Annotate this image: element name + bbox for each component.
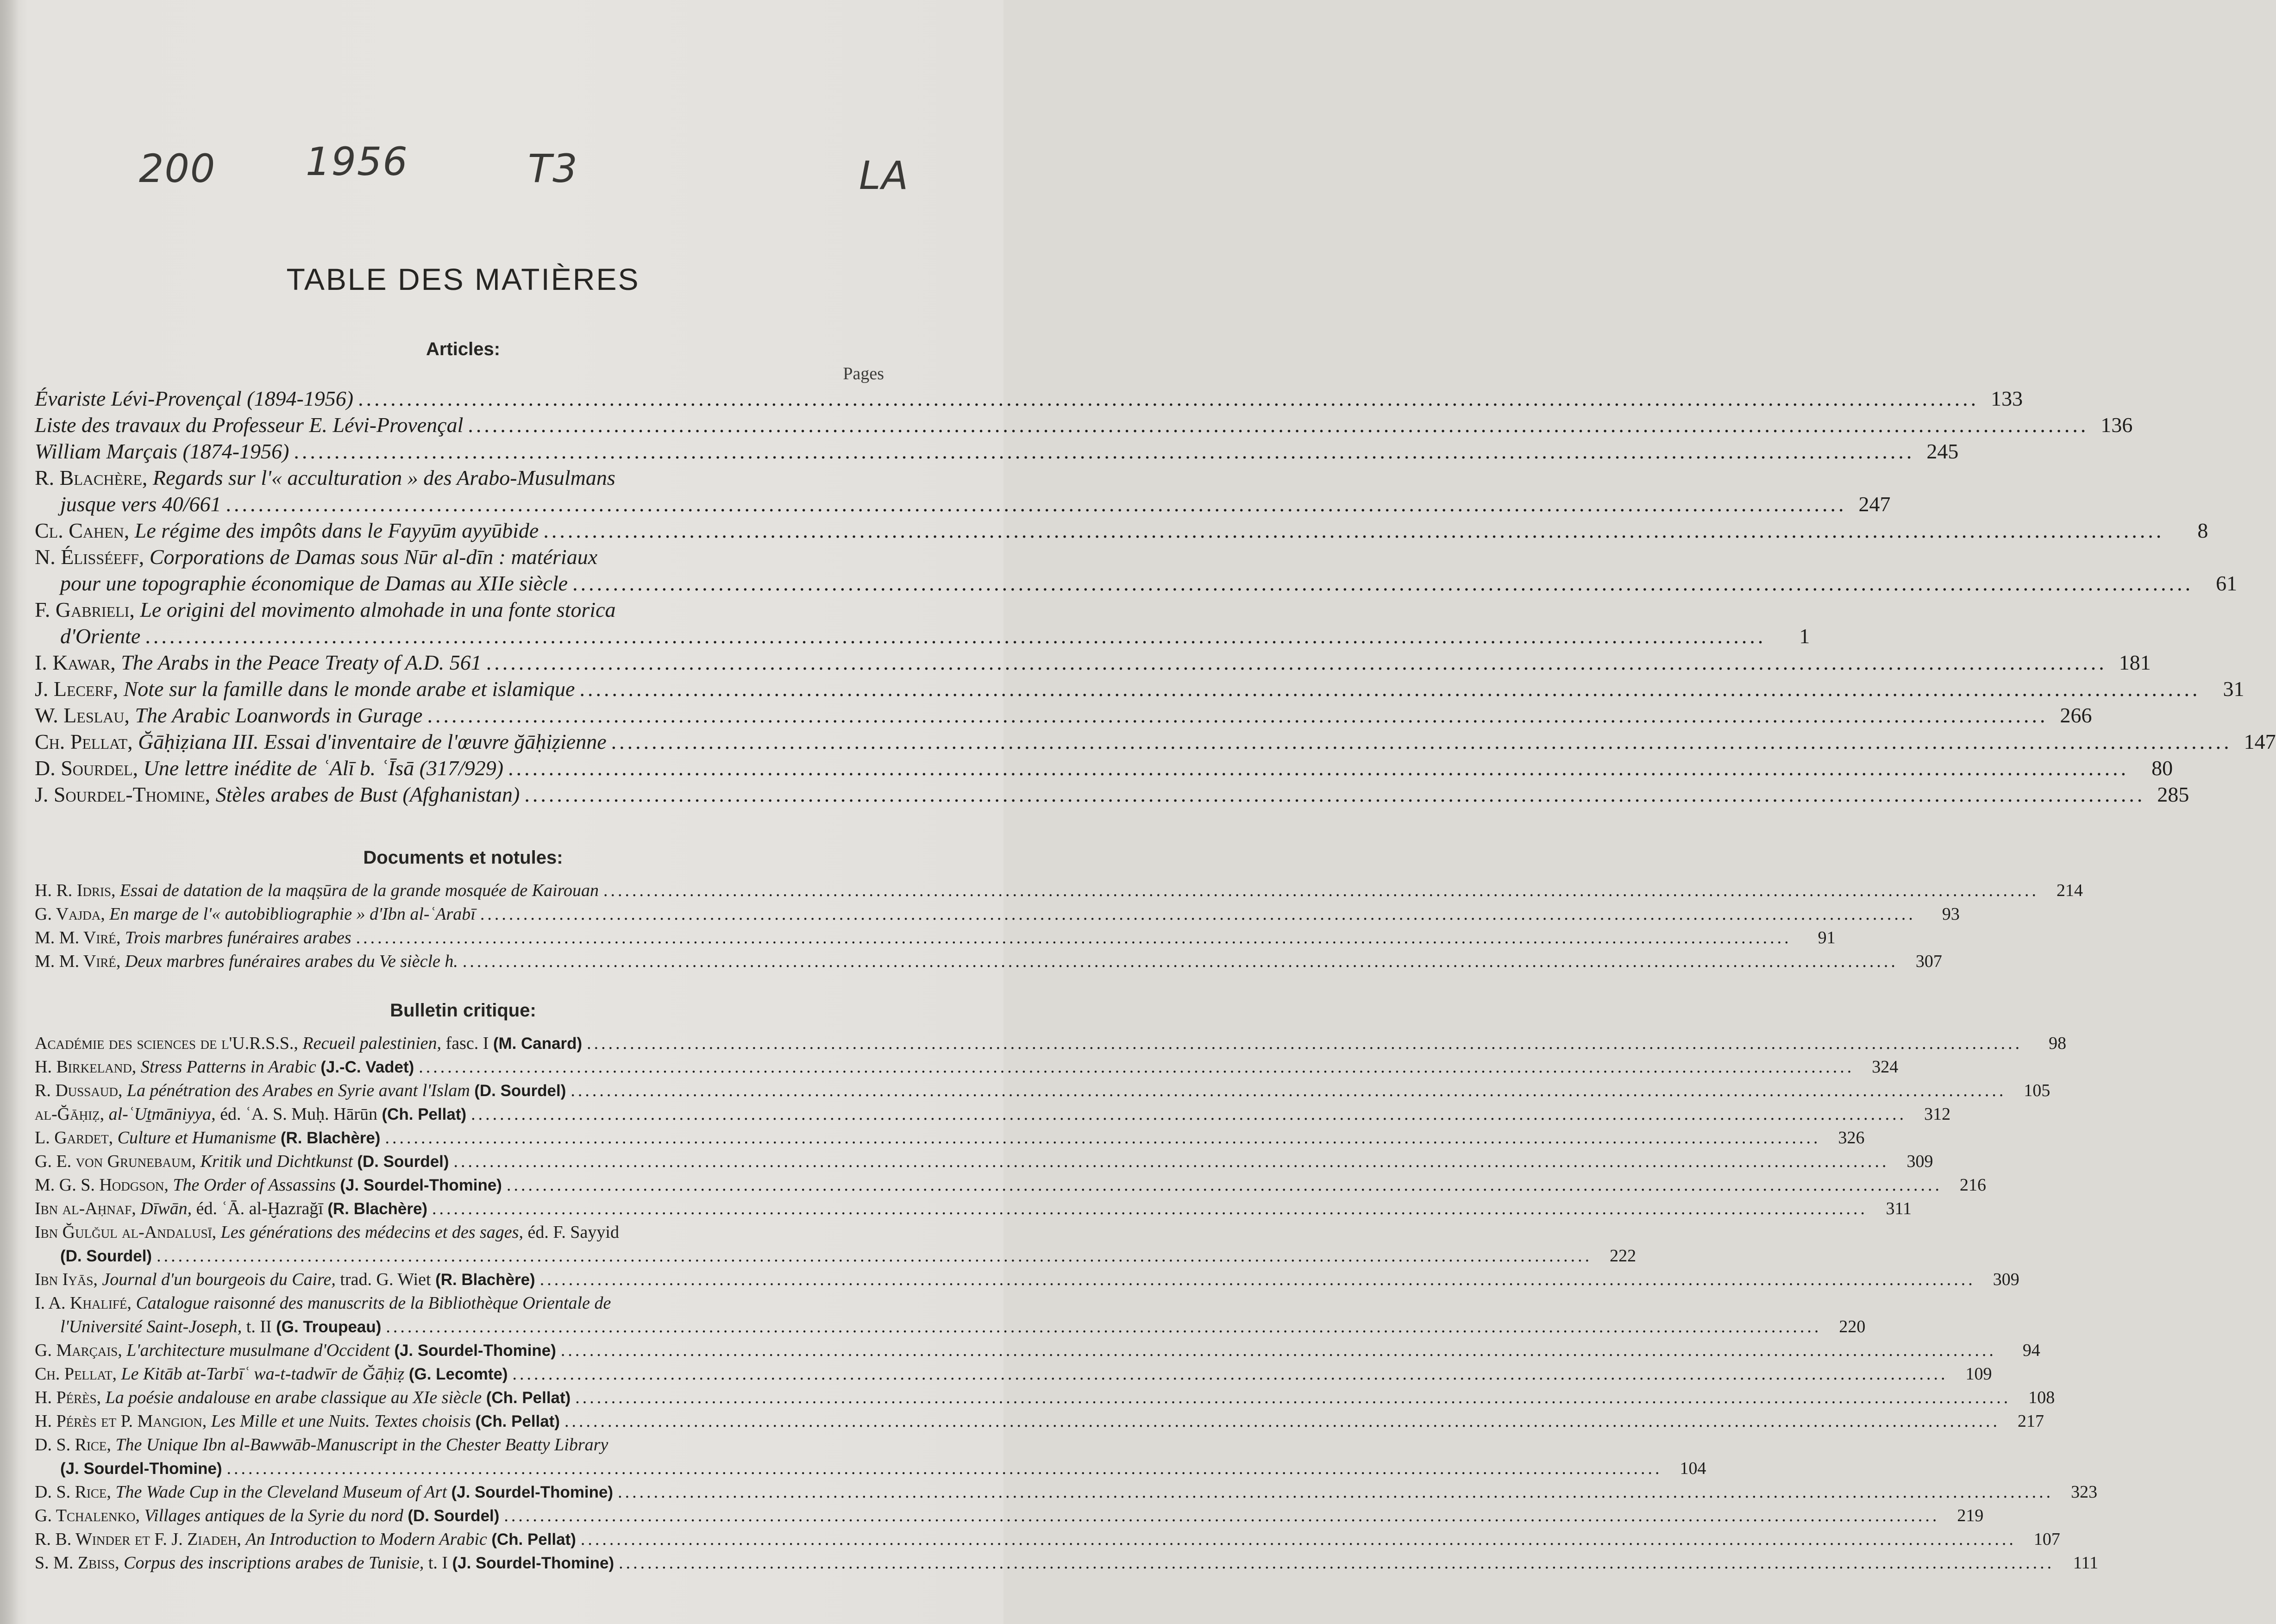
entry-author: G. Vajda, <box>35 904 105 924</box>
toc-entry <box>35 1504 1984 1528</box>
entry-author: J. Sourdel-Thomine, <box>35 783 211 806</box>
entry-title: Journal d'un bourgeois du Caire, <box>102 1270 336 1289</box>
entry-author: Ch. Pellat, <box>35 1364 117 1384</box>
entry-reviewer: (Ch. Pellat) <box>486 1389 571 1407</box>
toc-entry <box>35 1079 2050 1103</box>
entry-title: Le régime des impôts dans le Fayyūm ayyūbide <box>134 519 539 542</box>
page-number: 222 <box>1610 1246 1636 1266</box>
page-number: 324 <box>1872 1057 1899 1077</box>
entry-author: H. Pérès, <box>35 1388 101 1407</box>
entry-author: H. Birkeland, <box>35 1057 137 1077</box>
entry-author: J. Lecerf, <box>35 677 119 701</box>
toc-entry <box>35 926 1836 950</box>
page-number: 181 <box>2119 651 2151 674</box>
section-heading-articles: Articles: <box>426 339 501 359</box>
page-number: 105 <box>2024 1081 2050 1100</box>
entry-line <box>35 1055 1899 1079</box>
page-number: 245 <box>1926 439 1959 463</box>
toc-entry <box>35 1292 1866 1339</box>
entry-line <box>35 623 1810 649</box>
entry-detail: éd. ʿĀ. al-Ḫazrağī <box>196 1199 323 1218</box>
entry-title: Catalogue raisonné des manuscrits de la Bibliothèque Orientale de <box>136 1293 611 1313</box>
dot-leader: ........................................................................................................................................................................................................ <box>587 1034 2023 1053</box>
entry-line <box>35 1292 884 1315</box>
entry-reviewer: (Ch. Pellat) <box>491 1530 576 1549</box>
entry-line <box>35 676 2245 702</box>
entry-author: W. Leslau, <box>35 703 130 727</box>
page-number: 8 <box>2197 519 2208 542</box>
page-number: 311 <box>1886 1199 1912 1218</box>
entry-reviewer: (Ch. Pellat) <box>382 1105 467 1123</box>
entry-title: Corpus des inscriptions arabes de Tunisie, <box>124 1553 424 1573</box>
entry-title: La poésie andalouse en arabe classique au XIe siècle <box>105 1388 482 1407</box>
entry-line <box>35 781 2189 808</box>
entry-author: M. M. Viré, <box>35 952 121 971</box>
page-number: 94 <box>2022 1341 2040 1360</box>
entry-detail: éd. ʿA. S. Muḥ. Hārūn <box>220 1104 378 1124</box>
entry-reviewer: (R. Blachère) <box>280 1129 381 1147</box>
page-number: 107 <box>2033 1530 2060 1549</box>
entry-line <box>35 1457 1706 1480</box>
entry-line <box>35 1103 1951 1126</box>
entry-title: Le Kitāb at-Tarbīʿ wa-t-tadwīr de Ğāḥiẓ <box>121 1364 405 1384</box>
entry-reviewer: (Ch. Pellat) <box>475 1412 560 1430</box>
page-number: 217 <box>2018 1411 2044 1431</box>
entry-author: H. Pérès et P. Mangion, <box>35 1411 207 1431</box>
dot-leader: ........................................................................................................................................................................................................ <box>524 783 2145 806</box>
toc-entry <box>35 1551 2099 1575</box>
handwritten-volume: T3 <box>528 146 578 191</box>
toc-entry <box>35 755 2173 781</box>
entry-line <box>35 1504 1984 1528</box>
page-number: 111 <box>2073 1553 2099 1573</box>
entry-line <box>35 412 2133 438</box>
dot-leader: ........................................................................................................................................................................................................ <box>432 1199 1868 1218</box>
dot-leader: ........................................................................................................................................................................................................ <box>560 1341 1996 1360</box>
entry-reviewer: (D. Sourdel) <box>474 1082 566 1100</box>
toc-entry <box>35 596 1810 649</box>
dot-leader: ........................................................................................................................................................................................................ <box>564 1411 2000 1431</box>
toc-entry <box>35 903 1960 926</box>
toc-entry <box>35 544 2238 596</box>
entry-title: The Unique Ibn al-Bawwāb-Manuscript in the Chester Beatty Library <box>115 1435 608 1455</box>
dot-leader: ........................................................................................................................................................................................................ <box>571 1081 2006 1100</box>
dot-leader: ........................................................................................................................................................................................................ <box>504 1506 1940 1525</box>
entry-line <box>35 1410 2044 1433</box>
page-number: 323 <box>2071 1482 2098 1502</box>
entry-reviewer: (R. Blachère) <box>435 1271 535 1289</box>
entry-line <box>35 596 884 623</box>
toc-entry <box>35 1055 1899 1079</box>
handwritten-year: 1956 <box>306 139 408 184</box>
entry-line <box>35 570 2238 596</box>
entry-title: Corporations de Damas sous Nūr al-dīn : matériaux <box>149 545 598 569</box>
page-number: 109 <box>1965 1364 1992 1384</box>
toc-entry <box>35 464 1891 517</box>
toc-entry <box>35 438 1959 464</box>
toc-entry <box>35 1221 1636 1268</box>
entry-line <box>35 1126 1865 1150</box>
entry-reviewer: (G. Lecomte) <box>408 1365 508 1383</box>
entry-line <box>35 1268 2019 1292</box>
entry-line <box>35 1433 884 1457</box>
entry-reviewer: (J. Sourdel-Thomine) <box>451 1483 614 1501</box>
dot-leader: ........................................................................................................................................................................................................ <box>453 1152 1889 1171</box>
page-number: 307 <box>1915 952 1942 971</box>
entry-author: G. E. von Grunebaum, <box>35 1152 196 1171</box>
page-number: 220 <box>1839 1317 1866 1336</box>
dot-leader: ........................................................................................................................................................................................................ <box>512 1364 1948 1384</box>
entry-detail: fasc. I <box>445 1034 489 1053</box>
entry-title: En marge de l'« autobibliographie » d'Ibn al-ʿArabī <box>109 904 476 924</box>
entry-title: Ğāḥiẓiana III. Essai d'inventaire de l'œuvre ğāḥiẓienne <box>138 730 607 753</box>
page-number: 216 <box>1959 1175 1986 1195</box>
entry-line <box>35 1362 1992 1386</box>
dot-leader: ........................................................................................................................................................................................................ <box>580 1530 2016 1549</box>
entry-reviewer: (D. Sourdel) <box>357 1153 449 1171</box>
page-number: 285 <box>2157 783 2189 806</box>
page-number: 309 <box>1906 1152 1933 1171</box>
entry-title: The Arabic Loanwords in Gurage <box>135 703 423 727</box>
entry-title: The Order of Assassins <box>173 1175 336 1195</box>
toc-entry <box>35 1150 1933 1173</box>
toc-entry <box>35 1103 1951 1126</box>
entry-reviewer: (D. Sourdel) <box>60 1247 152 1265</box>
page-number: 219 <box>1957 1506 1984 1525</box>
entry-title: L'architecture musulmane d'Occident <box>126 1341 390 1360</box>
dot-leader: ........................................................................................................................................................................................................ <box>486 651 2107 674</box>
entry-line <box>35 464 884 491</box>
entry-title: Essai de datation de la maqṣūra de la grande mosquée de Kairouan <box>119 881 599 900</box>
entry-line <box>35 1244 1636 1268</box>
page-number: 91 <box>1818 928 1836 947</box>
entry-title: Les Mille et une Nuits. Textes choisis <box>211 1411 471 1431</box>
entry-title: Le origini del movimento almohade in una fonte storica <box>140 598 616 621</box>
entry-line <box>35 491 1891 517</box>
entry-line <box>35 1480 2098 1504</box>
dot-leader: ........................................................................................................................................................................................................ <box>294 439 1915 463</box>
handwritten-note: 200 <box>139 146 216 191</box>
entry-author: L. Gardet, <box>35 1128 113 1147</box>
entry-title: l'Université Saint-Joseph, <box>60 1317 242 1336</box>
entry-author: Ibn Iyās, <box>35 1270 98 1289</box>
toc-entry <box>35 728 2276 755</box>
entry-author: Cl. Cahen, <box>35 519 130 542</box>
dot-leader: ........................................................................................................................................................................................................ <box>145 624 1766 648</box>
dot-leader: ........................................................................................................................................................................................................ <box>468 413 2089 437</box>
toc-entry <box>35 1362 1992 1386</box>
entry-reviewer: (J. Sourdel-Thomine) <box>340 1176 502 1194</box>
section-heading-documents: Documents et notules: <box>363 847 563 868</box>
toc-entry <box>35 781 2189 808</box>
entry-title: An Introduction to Modern Arabic <box>245 1530 487 1549</box>
entry-title: Dīwān, <box>140 1199 192 1218</box>
entry-author: Académie des sciences de l'U.R.S.S., <box>35 1034 298 1053</box>
entry-line <box>35 1221 884 1244</box>
toc-entry <box>35 1410 2044 1433</box>
dot-leader: ........................................................................................................................................................................................................ <box>508 756 2129 780</box>
entry-line <box>35 728 2276 755</box>
page-number: 1 <box>1799 624 1810 648</box>
dot-leader: ........................................................................................................................................................................................................ <box>226 492 1847 516</box>
toc-entry <box>35 1386 2055 1410</box>
entry-author: R. Dussaud, <box>35 1081 123 1100</box>
page-number: 108 <box>2028 1388 2055 1407</box>
entry-author: S. M. Zbiss, <box>35 1553 119 1573</box>
dot-leader: ........................................................................................................................................................................................................ <box>157 1246 1593 1266</box>
entry-title: The Arabs in the Peace Treaty of A.D. 561 <box>121 651 482 674</box>
entry-author: F. Gabrieli, <box>35 598 135 621</box>
entry-author: D. Sourdel, <box>35 756 138 780</box>
entry-title: Deux marbres funéraires arabes du Ve siècle h. <box>125 952 458 971</box>
entry-title: Stress Patterns in Arabic <box>140 1057 316 1077</box>
dot-leader: ........................................................................................................................................................................................................ <box>575 1388 2011 1407</box>
entry-author: G. Marçais, <box>35 1341 122 1360</box>
entry-line <box>35 1339 2040 1362</box>
entry-title: Kritik und Dichtkunst <box>200 1152 353 1171</box>
entry-title: The Wade Cup in the Cleveland Museum of Art <box>115 1482 447 1502</box>
entry-line <box>35 1197 1912 1221</box>
entry-line <box>35 1315 1866 1339</box>
toc-entry <box>35 1126 1865 1150</box>
entry-line <box>35 1079 2050 1103</box>
page-number: 31 <box>2223 677 2245 701</box>
entry-detail: t. I <box>428 1553 448 1573</box>
dot-leader: ........................................................................................................................................................................................................ <box>506 1175 1942 1195</box>
binding-shadow <box>0 0 19 1624</box>
entry-title: Évariste Lévi-Provençal (1894-1956) <box>35 387 354 410</box>
entry-author: G. Tchalenko, <box>35 1506 140 1525</box>
entry-title: pour une topographie économique de Damas au XIIe siècle <box>60 571 568 595</box>
entry-reviewer: (J.-C. Vadet) <box>320 1058 414 1076</box>
entry-line <box>35 1032 2067 1055</box>
entry-line <box>35 1551 2099 1575</box>
toc-entry <box>35 1480 2098 1504</box>
dot-leader: ........................................................................................................................................................................................................ <box>226 1459 1662 1478</box>
page-number: 214 <box>2056 881 2083 900</box>
entry-line <box>35 438 1959 464</box>
dot-leader: ........................................................................................................................................................................................................ <box>543 519 2164 542</box>
toc-entry <box>35 1032 2067 1055</box>
page-number: 312 <box>1924 1104 1951 1124</box>
toc-entry <box>35 676 2245 702</box>
dot-leader: ........................................................................................................................................................................................................ <box>619 1553 2055 1573</box>
entry-reviewer: (M. Canard) <box>493 1035 583 1053</box>
page-number: 98 <box>2049 1034 2067 1053</box>
dot-leader: ........................................................................................................................................................................................................ <box>480 904 1916 924</box>
entry-reviewer: (J. Sourdel-Thomine) <box>394 1342 556 1360</box>
entry-line <box>35 702 2092 728</box>
entry-title: jusque vers 40/661 <box>60 492 221 516</box>
toc-entry <box>35 385 2023 412</box>
page-number: 326 <box>1838 1128 1865 1147</box>
entry-title: Culture et Humanisme <box>117 1128 276 1147</box>
entry-title: La pénétration des Arabes en Syrie avant l'Islam <box>126 1081 470 1100</box>
dot-leader: ........................................................................................................................................................................................................ <box>427 703 2048 727</box>
entry-title: Une lettre inédite de ʿAlī b. ʿĪsā (317/929) <box>143 756 504 780</box>
section-heading-bulletin: Bulletin critique: <box>390 1000 536 1021</box>
entry-author: D. S. Rice, <box>35 1435 111 1455</box>
entry-line <box>35 544 884 570</box>
entry-detail: éd. F. Sayyid <box>527 1223 619 1242</box>
dot-leader: ........................................................................................................................................................................................................ <box>471 1104 1907 1124</box>
dot-leader: ........................................................................................................................................................................................................ <box>386 1317 1822 1336</box>
page-number: 247 <box>1858 492 1891 516</box>
articles-list <box>35 385 2276 808</box>
entry-title: William Marçais (1874-1956) <box>35 439 289 463</box>
dot-leader: ........................................................................................................................................................................................................ <box>572 571 2194 595</box>
entry-title: Trois marbres funéraires arabes <box>125 928 351 947</box>
entry-title: Recueil palestinien, <box>302 1034 442 1053</box>
entry-author: Ibn al-Aḥnaf, <box>35 1199 136 1218</box>
entry-line <box>35 1528 2060 1551</box>
toc-entry <box>35 1339 2040 1362</box>
entry-line <box>35 649 2151 676</box>
dot-leader: ........................................................................................................................................................................................................ <box>618 1482 2054 1502</box>
entry-detail: t. II <box>246 1317 272 1336</box>
entry-author: N. Élisséeff, <box>35 545 144 569</box>
entry-reviewer: (J. Sourdel-Thomine) <box>60 1460 222 1478</box>
handwritten-code: LA <box>859 153 909 198</box>
page-number: 133 <box>1991 387 2023 410</box>
entry-line <box>35 755 2173 781</box>
entry-title: Villages antiques de la Syrie du nord <box>144 1506 403 1525</box>
dot-leader: ........................................................................................................................................................................................................ <box>579 677 2201 701</box>
documents-list <box>35 879 2083 973</box>
toc-entry <box>35 412 2133 438</box>
entry-title: Stèles arabes de Bust (Afghanistan) <box>215 783 520 806</box>
toc-entry <box>35 1197 1912 1221</box>
entry-title: al-ʿUṯmāniyya, <box>108 1104 216 1124</box>
entry-title: d'Oriente <box>60 624 141 648</box>
dot-leader: ........................................................................................................................................................................................................ <box>462 952 1898 971</box>
entry-reviewer: (G. Troupeau) <box>276 1318 382 1336</box>
toc-entry <box>35 702 2092 728</box>
entry-line <box>35 1150 1933 1173</box>
dot-leader: ........................................................................................................................................................................................................ <box>356 928 1792 947</box>
page-number: 104 <box>1680 1459 1706 1478</box>
page-title: TABLE DES MATIÈRES <box>286 262 640 296</box>
entry-author: I. Kawar, <box>35 651 116 674</box>
entry-line <box>35 385 2023 412</box>
dot-leader: ........................................................................................................................................................................................................ <box>603 881 2039 900</box>
entry-author: R. Blachère, <box>35 466 148 489</box>
entry-title: Liste des travaux du Professeur E. Lévi-Provençal <box>35 413 464 437</box>
entry-author: al-Ğāḥiẓ, <box>35 1104 105 1124</box>
toc-entry <box>35 1433 1706 1480</box>
dot-leader: ........................................................................................................................................................................................................ <box>611 730 2232 753</box>
entry-reviewer: (R. Blachère) <box>327 1200 428 1218</box>
entry-line <box>35 517 2208 544</box>
entry-author: D. S. Rice, <box>35 1482 111 1502</box>
entry-reviewer: (D. Sourdel) <box>408 1507 500 1525</box>
entry-line <box>35 1386 2055 1410</box>
dot-leader: ........................................................................................................................................................................................................ <box>385 1128 1821 1147</box>
entry-author: Ibn Ğulğul al-Andalusī, <box>35 1223 217 1242</box>
page-number: 136 <box>2100 413 2133 437</box>
pages-column-label: Pages <box>843 364 884 383</box>
entry-author: H. R. Idris, <box>35 881 116 900</box>
entry-title: Les générations des médecins et des sages, <box>220 1223 523 1242</box>
page-number: 61 <box>2216 571 2238 595</box>
page-number: 93 <box>1942 904 1960 924</box>
entry-author: Ch. Pellat, <box>35 730 133 753</box>
entry-author: M. M. Viré, <box>35 928 121 947</box>
entry-title: Note sur la famille dans le monde arabe et islamique <box>123 677 575 701</box>
entry-title: Regards sur l'« acculturation » des Arabo-Musulmans <box>152 466 615 489</box>
page-number: 266 <box>2060 703 2092 727</box>
toc-entry <box>35 879 2083 903</box>
dot-leader: ........................................................................................................................................................................................................ <box>539 1270 1975 1289</box>
entry-reviewer: (J. Sourdel-Thomine) <box>452 1554 614 1572</box>
dot-leader: ........................................................................................................................................................................................................ <box>419 1057 1855 1077</box>
toc-entry <box>35 1528 2060 1551</box>
toc-entry <box>35 649 2151 676</box>
entry-detail: trad. G. Wiet <box>340 1270 431 1289</box>
entry-author: M. G. S. Hodgson, <box>35 1175 169 1195</box>
entry-author: R. B. Winder et F. J. Ziadeh, <box>35 1530 241 1549</box>
entry-line <box>35 1173 1986 1197</box>
page-number: 309 <box>1993 1270 2019 1289</box>
toc-entry <box>35 517 2208 544</box>
toc-entry <box>35 1268 2019 1292</box>
toc-entry <box>35 950 1942 973</box>
dot-leader: ........................................................................................................................................................................................................ <box>358 387 1979 410</box>
page-number: 147 <box>2244 730 2276 753</box>
page-number: 80 <box>2151 756 2173 780</box>
bulletin-list <box>35 1032 2099 1575</box>
entry-author: I. A. Khalifé, <box>35 1293 132 1313</box>
toc-entry <box>35 1173 1986 1197</box>
